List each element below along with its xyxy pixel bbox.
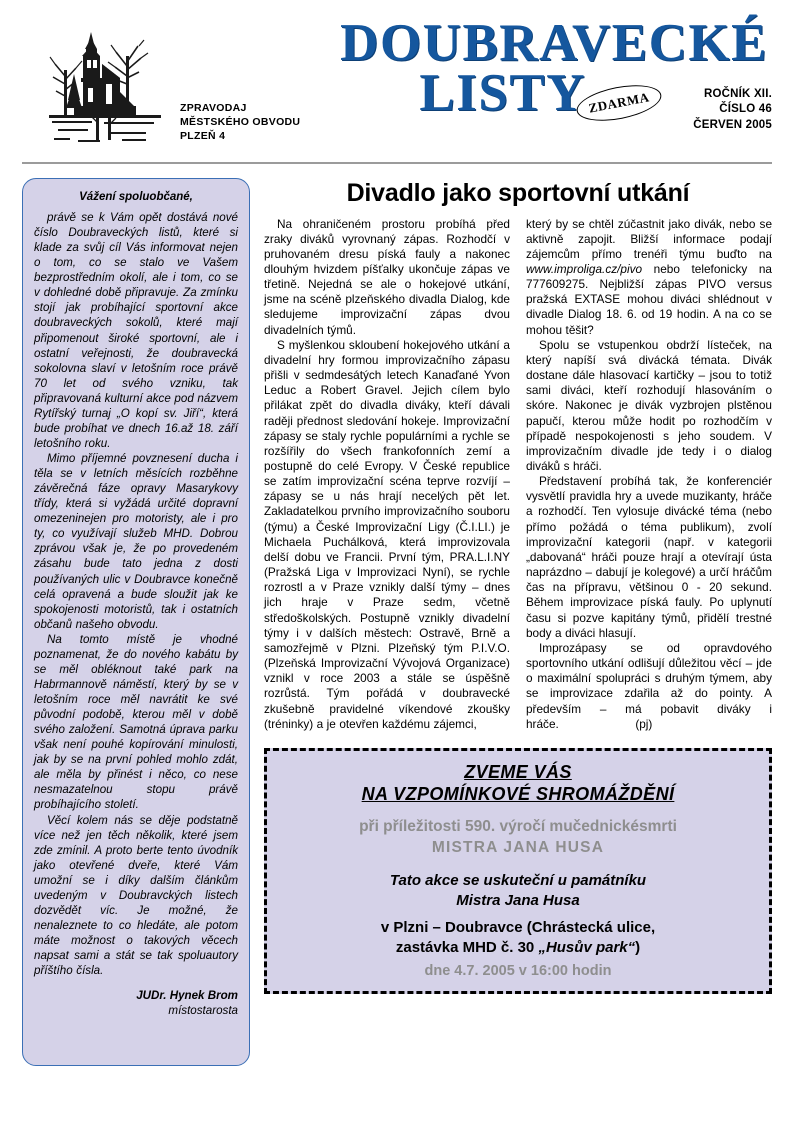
announcement-place-prefix: zastávka MHD č. 30 (395, 939, 539, 957)
article-columns (264, 217, 772, 732)
subtitle-line-2: MĚSTSKÉHO OBVODU (180, 115, 301, 128)
article-column-1 (264, 217, 510, 732)
masthead (22, 14, 772, 158)
editorial-sidebar (22, 178, 250, 1066)
article-paragraph: Na ohraničeném prostoru probíhá před zraky diváků vyrovnaný zápas. Rozhodčí v pruhovaném dresu píská fauly a nakonec dlouhým hvizdem píšťalky ukončuje zápas ve třetině. Nejedná se ale o hokejové utkání, jsme na scéně plzeňského divadla Dialog, kde sledujeme improvizační zápas dvou divadelních týmů. (264, 216, 510, 337)
article-headline: Divadlo jako sportovní utkání (346, 179, 690, 207)
signature-name: JUDr. Hynek Brom (136, 989, 238, 1003)
paper-title-line-1: DOUBRAVECKÉ (340, 14, 768, 72)
announcement-event-line-1: Tato akce se uskuteční u památníku (389, 871, 647, 889)
editorial-title: Vážení spoluobčané, (79, 191, 193, 203)
editorial-paragraph: Věcí kolem nás se děje podstatně více než jen těch několik, které jsem zde zmínil. A proto berte tento úvodník jako otevřené dveře, které Vám umožní se i díky dalším článkům uvedeným v Doubravckých listech dozvědět víc. Je možné, že nenaleznete to co hledáte, ale potom máte možnost o takových věcech napsat sami a stát se tak spoluautory příštího čísla. (34, 813, 238, 978)
article-final-text: Improzápasy se od opravdového sportovního utkání odlišují důležitou věcí – jde o maximální spolupráci s druhým týmem, aby se improvizace zdařila až do pointy. A především – má pobavit diváky i hráče. (526, 640, 772, 731)
church-engraving-illustration-icon (44, 22, 166, 147)
signature-role: místostarosta (168, 1004, 238, 1018)
newspaper-page (0, 14, 794, 1141)
announcement-heading-line-2: NA VZPOMÍNKOVÉ SHROMÁŽDĚNÍ (361, 784, 675, 805)
announcement-occasion: při příležitosti 590. výročí mučednickésmrti (359, 817, 677, 835)
issue-info (693, 87, 772, 134)
announcement-place-line-2 (279, 938, 757, 958)
article-text-pre-link: který by se chtěl zúčastnit jako divák, nebo se aktivně zapojit. Bližší informace podají zájemcům přímo trenéři týmu buďto na (526, 216, 772, 261)
announcement-stop-name: „Husův park“ (538, 939, 636, 957)
article-text-post-link: nebo telefonicky na 777609275. Nejbližší zápas PIVO versus pražská EXTASE mohou diváci shlédnout v divadle Dialog 18. 6. od 19 hodin. A na co se mohou těšit? (526, 261, 772, 337)
announcement-event-line-2: Mistra Jana Husa (456, 891, 580, 909)
masthead-divider (22, 162, 772, 164)
article-paragraph: Spolu se vstupenkou obdrží lísteček, na který napíší svá divácká témata. Divák dostane dále hlasovací kartičky – jsou to totiž sami diváci, kteří rozhodují hlasováním o skóre. Nakonec je divák vyzbrojen plstěnou papučí, kterou může hodit po rozhodčím v případě nespokojenosti s jeho soudem. V improvizačním divadle jde tedy i o dialog diváků s hráči. (526, 337, 772, 473)
editorial-paragraph: právě se k Vám opět dostává nové číslo Doubraveckých listů, které si klade za svůj cíl Vás informovat nejen o tom, co se stalo ve Vašem bezprostředním okolí, ale i tom, co se v dohledné době připravuje. Za zmínku stojí jak probíhající sportovní akce doubraveckých sokolů, které mají připomenout široké sportovní, ale i ostatní veřejnosti, že doubravecká sokolovna slaví v letošním roce právě 70 let od svého vzniku, tak připravovaná kulturní akce pod názvem Rytířský turnaj „O kopí sv. Jiří“, která bude probíhat ve dnech 16.až 18. září letošního roku. (34, 211, 238, 450)
issue-date: ČERVEN 2005 (693, 118, 772, 131)
article-column-2 (526, 217, 772, 732)
paper-title-line-2: LISTY (419, 63, 586, 122)
main-article (264, 178, 772, 1066)
subtitle-line-3: PLZEŇ 4 (180, 129, 226, 142)
announcement-place-suffix: ) (635, 939, 641, 957)
announcement-heading-line-1: ZVEME VÁS (464, 761, 572, 782)
announcement-honoree: MISTRA JANA HUSA (431, 838, 605, 856)
article-byline: (pj) (635, 716, 653, 731)
article-website-link[interactable]: www.improliga.cz/pivo (526, 261, 643, 276)
announcement-place-line-1: v Plzni – Doubravce (Chrástecká ulice, (380, 919, 656, 937)
paper-title-row-2 (212, 63, 772, 131)
subtitle-line-1: ZPRAVODAJ (180, 102, 247, 114)
announcement-box (264, 748, 772, 994)
article-paragraph (526, 641, 772, 732)
editorial-paragraph: Na tomto místě je vhodné poznamenat, že do nového kabátu by se měl obléknout také park na Habrmannově náměstí, který by se v letošním roce měl navrátit ke své původní podobě, kterou měl v době svého založení. Samotná úprava parku však není pouhé kopírování minulosti, jak by se na první pohled mohlo zdát, ale měla by přinést i něco, co nese nesmazatelnou stopu právě probíhajícího století. (34, 632, 238, 812)
issue-number: ČÍSLO 46 (719, 103, 772, 116)
article-paragraph: S myšlenkou skloubení hokejového utkání a divadelní hry formou improvizačního zápasu přišli v sedmdesátých letech Kanaďané Yvon Leduc a Robert Gravel. Jejich cílem bylo přilákat zpět do divadla diváky, kteří dávali raději přednost sledování hokeje. Improvizační zápasy se staly rychle populárními a rychle se rozšířily do všech frankofonních zemí a postupně do celé Evropy. V České republice se zatím improvizační scéna teprve rozvíjí – zápasy se u nás hrají necelých pět let. Zakladatelkou prvního improvizačního souboru (týmu) a České Improvizační Ligy (Č.I.LI.) je Michaela Puchálková, která improvizovala delší dobu ve Francii. První tým, PRA.L.I.NY (Pražská Liga v Improvizaci Nyní), se rychle rozrostl a v Praze vznikly další týmy – dnes jich hraje v Praze sedm, včetně středoškolských. Postupně vznikly divadelní týmy i v dalších městech: Ostravě, Brně a samozřejmě v Plzni. Plzeňský tým P.I.V.O. (Plzeňská Improvizační Vývojová Organizace) vznikl v roce 2003 a stále se úspěšně rozrůstá. Tým pořádá v doubravecké zkušebně pravidelné víkendové zkoušky (tréninky) a je otevřen každému zájemci, (264, 337, 510, 731)
issue-volume: ROČNÍK XII. (703, 87, 772, 100)
article-paragraph-continued (526, 217, 772, 338)
free-badge-label: ZDARMA (587, 89, 651, 116)
page-content (22, 178, 772, 1066)
masthead-title (212, 14, 772, 131)
free-badge (574, 79, 665, 127)
announcement-datetime: dne 4.7. 2005 v 16:00 hodin (424, 962, 612, 979)
article-paragraph: Představení probíhá tak, že konferenciér vysvětlí pravidla hry a uvede muzikanty, hráče a rozhodčí. Ten vylosuje divácké téma (nebo přímo požádá o téma publikum), zvolí improvizační kategorii (např. v kategorii „dabovaná“ hráči pouze hrají a otevírají ústa naprázdno – dabují je kolegové) a určí hráčům čas na přípravu, většinou 0 - 20 sekund. Během improvizace píská fauly. Po uplynutí času si pozve kapitány týmů, přidělí trestné body a diváci hlasují. (526, 474, 772, 640)
editorial-paragraph: Mimo příjemné povznesení ducha i těla se v letních měsících rozběhne závěrečná fáze opravy Masarykovy třídy, která si vyžádá určité dopravní omezeninejen pro motoristy, ale i pro ty, co využívají služeb MHD. Dobrou zprávou však je, že po provedeném zásahu bude tato jedna z dosti používaných ulic v Doubravce konečně celá opravená a bude sloužit jak ke spokojenosti motoristů, tak i ostatních občanů našeho obvodu. (34, 452, 238, 631)
editorial-signature (34, 988, 238, 1018)
